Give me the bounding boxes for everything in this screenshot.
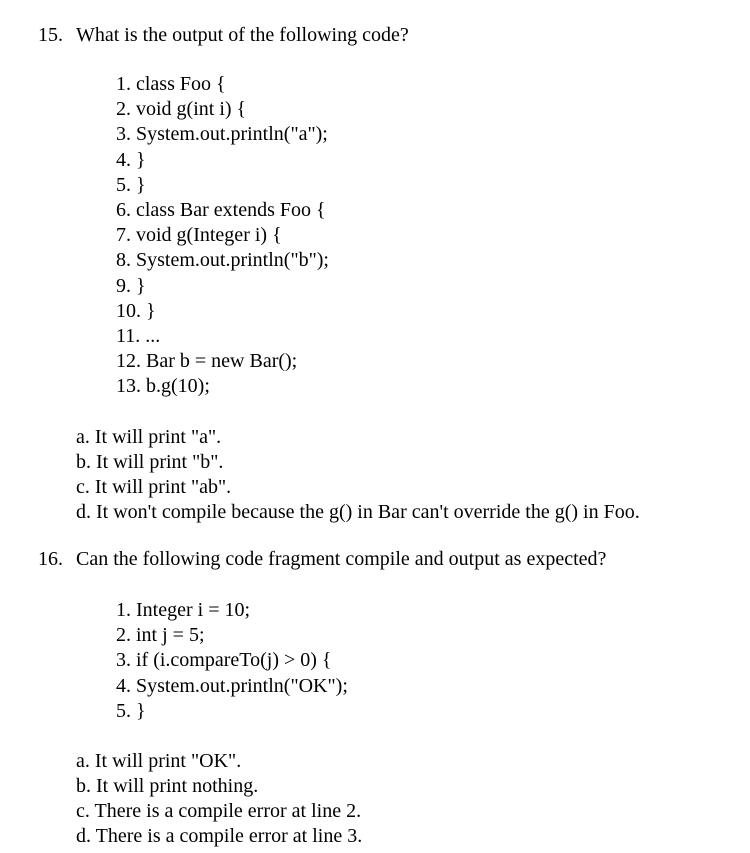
answer-option-a: a. It will print "OK". <box>76 750 242 772</box>
answer-option-c: c. It will print "ab". <box>76 476 232 498</box>
code-line: 8. System.out.println("b"); <box>116 249 329 272</box>
question-number: 16. <box>38 548 63 570</box>
code-line: 3. if (i.compareTo(j) > 0) { <box>116 649 332 672</box>
question-text: What is the output of the following code? <box>76 24 409 46</box>
answer-option-d: d. It won't compile because the g() in Bar can't override the g() in Foo. <box>76 501 640 523</box>
code-line: 13. b.g(10); <box>116 375 210 398</box>
code-line: 4. System.out.println("OK"); <box>116 674 348 697</box>
answer-option-b: b. It will print nothing. <box>76 775 259 797</box>
answer-option-b: b. It will print "b". <box>76 451 224 473</box>
answer-option-d: d. There is a compile error at line 3. <box>76 825 363 847</box>
question-15 <box>38 24 409 47</box>
code-line: 1. Integer i = 10; <box>116 599 251 621</box>
code-line: 1. class Foo { <box>116 73 226 95</box>
code-line: 3. System.out.println("a"); <box>116 123 328 146</box>
answer-options-15 <box>76 425 640 525</box>
code-line: 2. void g(int i) { <box>116 98 247 121</box>
code-line: 5. } <box>116 699 146 722</box>
question-number: 15. <box>38 24 63 46</box>
code-line: 6. class Bar extends Foo { <box>116 198 326 221</box>
code-line: 10. } <box>116 299 156 322</box>
answer-option-c: c. There is a compile error at line 2. <box>76 800 362 822</box>
code-line: 11. ... <box>116 324 161 347</box>
question-text: Can the following code fragment compile and output as expected? <box>76 548 607 570</box>
code-line: 2. int j = 5; <box>116 624 205 647</box>
code-line: 9. } <box>116 274 146 297</box>
answer-options-16 <box>76 749 362 849</box>
code-line: 4. } <box>116 148 146 171</box>
code-block-16 <box>116 598 348 724</box>
answer-option-a: a. It will print "a". <box>76 426 222 448</box>
code-line: 12. Bar b = new Bar(); <box>116 350 298 373</box>
question-16 <box>38 548 606 571</box>
code-line: 5. } <box>116 173 146 196</box>
code-block-15 <box>116 72 329 399</box>
code-line: 7. void g(Integer i) { <box>116 224 282 247</box>
